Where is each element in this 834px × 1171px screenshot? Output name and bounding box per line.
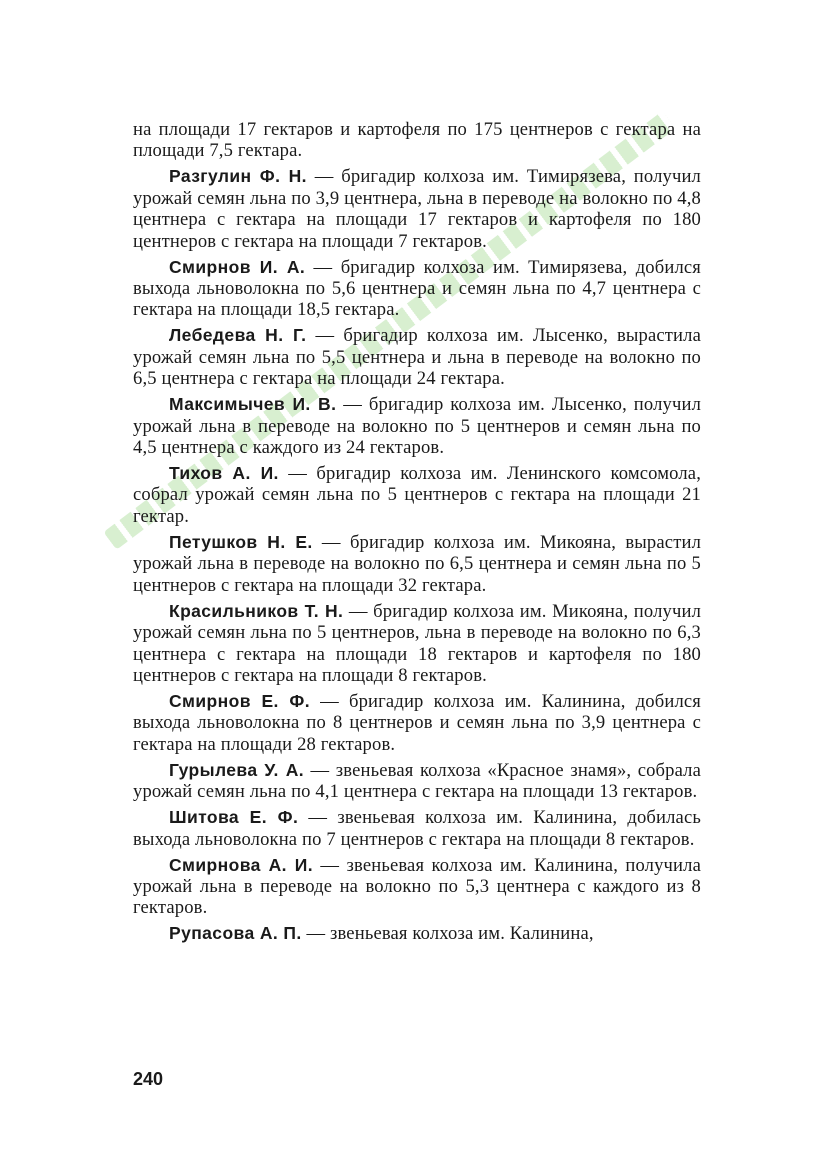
entry-paragraph (133, 257, 701, 321)
entry-paragraph (133, 760, 701, 803)
entry-text: — звеньевая колхоза им. Калинина, добилась выхода льноволокна по 7 центнеров с гектара на площади 8 гектаров. (133, 807, 701, 850)
entry-name: Тихов А. И. (169, 463, 279, 484)
body-text (133, 119, 701, 949)
entry-name: Максимычев И. В. (169, 394, 337, 415)
entry-name: Смирнов Е. Ф. (169, 690, 310, 711)
entry-paragraph (133, 166, 701, 252)
entry-paragraph (133, 325, 701, 389)
entry-text: — бригадир колхоза им. Микояна, получил урожай семян льна по 5 центнеров, льна в переводе на волокно по 6,3 центнера с гектара на площади 18 гектаров и картофеля по 180 центнеров с гектара на площади 8 гектаров. (133, 600, 702, 686)
entry-paragraph (133, 532, 701, 596)
intro-paragraph: на площади 17 гектаров и картофеля по 175 центнеров с гектара на площади 7,5 гектара. (133, 119, 701, 162)
entry-name: Смирнов И. А. (169, 256, 306, 277)
entry-text: — бригадир колхоза им. Микояна, вырастил урожай льна в переводе на волокно по 6,5 центнера и семян льна по 5 центнеров с гектара на площади 32 гектара. (133, 531, 701, 596)
entry-name: Красильников Т. Н. (169, 600, 344, 621)
entry-text: — бригадир колхоза им. Тимирязева, добился выхода льноволокна по 5,6 центнера и семян льна по 4,7 центнера с гектара на площади 18,5 гектара. (133, 256, 701, 321)
entry-text: — бригадир колхоза им. Тимирязева, получил урожай семян льна по 3,9 центнера, льна в переводе на волокно по 4,8 центнера с гектара на площади 17 гектаров и картофеля по 180 центнеров с гектара на площади 7 гектаров. (133, 166, 701, 252)
entry-text: — бригадир колхоза им. Ленинского комсомола, собрал урожай семян льна по 5 центнеров с гектара на площади 21 гектар. (133, 463, 701, 527)
entry-name: Рупасова А. П. (169, 923, 302, 944)
entry-name: Разгулин Ф. Н. (169, 166, 307, 187)
entry-text: — звеньевая колхоза им. Калинина, получила урожай льна в переводе на волокно по 5,3 центнера с каждого из 8 гектаров. (133, 854, 701, 919)
page-number: 240 (133, 1069, 164, 1089)
entry-name: Шитова Е. Ф. (169, 807, 299, 828)
entry-name: Петушков Н. Е. (169, 531, 313, 552)
entry-paragraph (133, 463, 701, 527)
entry-name: Лебедева Н. Г. (169, 325, 307, 346)
entry-paragraph (133, 923, 701, 944)
entry-paragraph (133, 394, 701, 458)
entry-text: — бригадир колхоза им. Калинина, добился выхода льноволокна по 8 центнеров и семян льна по 3,9 центнера с гектара на площади 28 гектаров. (133, 690, 701, 755)
entry-paragraph (133, 601, 701, 687)
entry-paragraph (133, 855, 701, 919)
entry-name: Смирнова А. И. (169, 854, 313, 875)
entry-text: — бригадир колхоза им. Лысенко, вырастила урожай семян льна по 5,5 центнера и льна в переводе на волокно по 6,5 центнера с гектара на площади 24 гектара. (133, 325, 701, 390)
entry-name: Гурылева У. А. (169, 759, 305, 780)
entry-paragraph (133, 691, 701, 755)
entry-text: — звеньевая колхоза «Красное знамя», собрала урожай семян льна по 4,1 центнера с гектара на площади 13 гектаров. (133, 759, 701, 803)
entry-text: — звеньевая колхоза им. Калинина, (301, 923, 594, 945)
entry-text: — бригадир колхоза им. Лысенко, получил урожай льна в переводе на волокно по 5 центнеров и семян льна по 4,5 центнера с каждого из 24 гектаров. (133, 394, 701, 459)
entry-paragraph (133, 807, 701, 850)
